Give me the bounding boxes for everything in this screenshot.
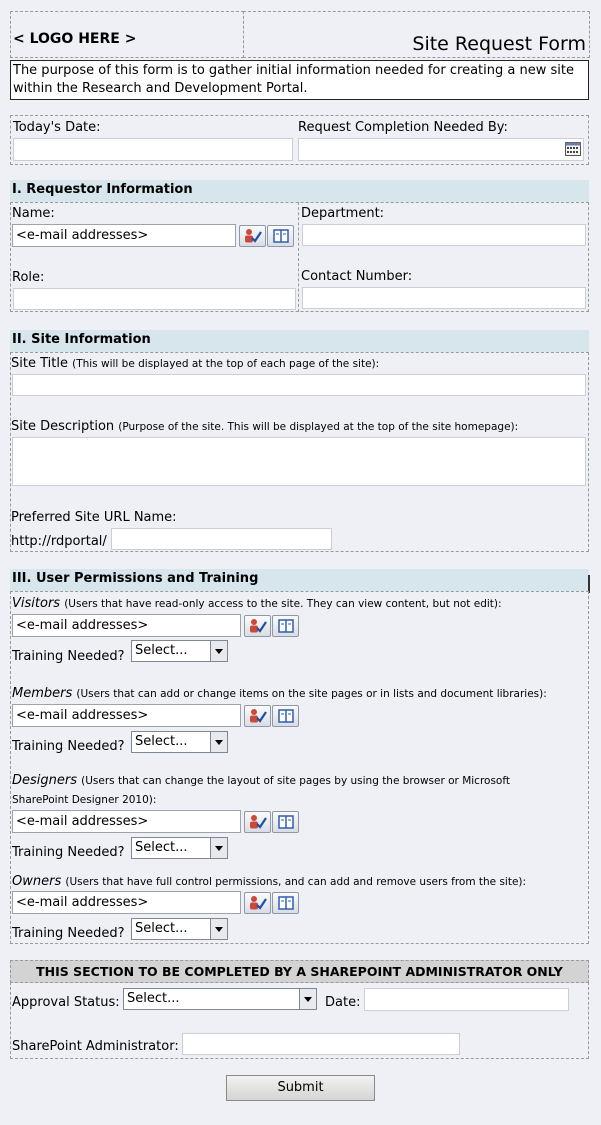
- owners-people-picker[interactable]: <e-mail addresses>: [12, 891, 241, 914]
- chevron-down-icon[interactable]: [299, 989, 316, 1009]
- designers-training-select-value: Select...: [135, 840, 188, 855]
- check-names-icon[interactable]: [244, 892, 271, 914]
- site-description-label-text: Site Description: [11, 419, 115, 434]
- visitors-note: (Users that have read-only access to the site. They can view content, but not edit):: [64, 598, 502, 610]
- todays-date-label: Today's Date:: [13, 120, 101, 135]
- role-label: Role:: [12, 270, 45, 285]
- members-label: [12, 686, 547, 701]
- visitors-training-label: Training Needed?: [12, 649, 125, 664]
- designers-label: [12, 773, 510, 788]
- calendar-icon[interactable]: [565, 142, 581, 156]
- designers-note: (Users that can change the layout of site pages by using the browser or Microsoft: [81, 775, 510, 787]
- visitors-training-select[interactable]: [131, 640, 228, 662]
- todays-date-field[interactable]: [13, 138, 293, 161]
- members-training-select-value: Select...: [135, 734, 188, 749]
- visitors-training-select-value: Select...: [135, 643, 188, 658]
- chevron-down-icon[interactable]: [210, 641, 227, 661]
- site-title-note: (This will be displayed at the top of each page of the site):: [72, 358, 380, 370]
- department-field[interactable]: [302, 224, 586, 246]
- requestor-divider: [298, 202, 299, 312]
- contact-number-label: Contact Number:: [301, 269, 413, 284]
- permissions-section-header: III. User Permissions and Training: [10, 569, 589, 591]
- contact-number-field[interactable]: [302, 287, 586, 309]
- site-title-label: [11, 356, 379, 371]
- chevron-down-icon[interactable]: [210, 732, 227, 752]
- site-url-prefix: http://rdportal/: [11, 534, 107, 549]
- visitors-people-picker[interactable]: <e-mail addresses>: [12, 614, 241, 637]
- site-description-note: (Purpose of the site. This will be displayed at the top of the site homepage):: [118, 421, 519, 433]
- requestor-section-header: I. Requestor Information: [10, 180, 589, 202]
- members-training-label: Training Needed?: [12, 739, 125, 754]
- purpose-text: The purpose of this form is to gather initial information needed for creating a new site within the Research and Development Portal.: [13, 63, 574, 96]
- owners-name: Owners: [12, 874, 62, 889]
- site-url-field[interactable]: [111, 528, 332, 550]
- address-book-icon[interactable]: [272, 811, 299, 833]
- submit-button[interactable]: Submit: [226, 1075, 375, 1101]
- owners-training-label: Training Needed?: [12, 926, 125, 941]
- approval-status-label: Approval Status:: [12, 995, 120, 1010]
- sharepoint-admin-field[interactable]: [182, 1033, 460, 1055]
- designers-training-label: Training Needed?: [12, 845, 125, 860]
- check-names-icon[interactable]: [244, 705, 271, 727]
- form-title: Site Request Form: [412, 33, 586, 55]
- address-book-icon[interactable]: [272, 615, 299, 637]
- members-note: (Users that can add or change items on the site pages or in lists and document libraries):: [76, 688, 547, 700]
- address-book-icon[interactable]: [272, 705, 299, 727]
- owners-note: (Users that have full control permissions, and can add and remove users from the site):: [65, 876, 527, 888]
- visitors-label: [12, 596, 502, 611]
- chevron-down-icon[interactable]: [210, 919, 227, 939]
- site-url-label: Preferred Site URL Name:: [11, 510, 177, 525]
- designers-name: Designers: [12, 773, 77, 788]
- site-description-field[interactable]: [12, 437, 586, 486]
- visitors-name: Visitors: [12, 596, 61, 611]
- sharepoint-admin-label: SharePoint Administrator:: [12, 1039, 179, 1054]
- completion-date-field[interactable]: [298, 138, 584, 161]
- completion-date-label: Request Completion Needed By:: [298, 120, 508, 135]
- designers-training-select[interactable]: [131, 837, 228, 859]
- site-title-label-text: Site Title: [11, 356, 68, 371]
- name-label: Name:: [12, 206, 55, 221]
- chevron-down-icon[interactable]: [210, 838, 227, 858]
- approval-date-field[interactable]: [364, 988, 569, 1011]
- members-people-picker[interactable]: <e-mail addresses>: [12, 704, 241, 727]
- check-names-icon[interactable]: [239, 225, 266, 247]
- address-book-icon[interactable]: [272, 892, 299, 914]
- members-name: Members: [12, 686, 73, 701]
- site-section-header: II. Site Information: [10, 330, 589, 352]
- address-book-icon[interactable]: [267, 225, 294, 247]
- approval-date-label: Date:: [325, 995, 361, 1010]
- department-label: Department:: [301, 206, 385, 221]
- members-training-select[interactable]: [131, 731, 228, 753]
- site-title-field[interactable]: [12, 374, 586, 396]
- logo-placeholder: < LOGO HERE >: [13, 31, 137, 47]
- designers-note-continued: SharePoint Designer 2010):: [12, 794, 157, 806]
- owners-training-select[interactable]: [131, 918, 228, 940]
- name-people-picker[interactable]: <e-mail addresses>: [12, 224, 236, 247]
- approval-status-select[interactable]: [123, 988, 317, 1010]
- owners-training-select-value: Select...: [135, 921, 188, 936]
- role-field[interactable]: [13, 288, 296, 310]
- owners-label: [12, 874, 526, 889]
- designers-people-picker[interactable]: <e-mail addresses>: [12, 810, 241, 833]
- check-names-icon[interactable]: [244, 811, 271, 833]
- admin-section-header: THIS SECTION TO BE COMPLETED BY A SHAREPOINT ADMINISTRATOR ONLY: [10, 960, 589, 983]
- site-description-label: [11, 419, 518, 434]
- approval-status-select-value: Select...: [127, 991, 180, 1006]
- check-names-icon[interactable]: [244, 615, 271, 637]
